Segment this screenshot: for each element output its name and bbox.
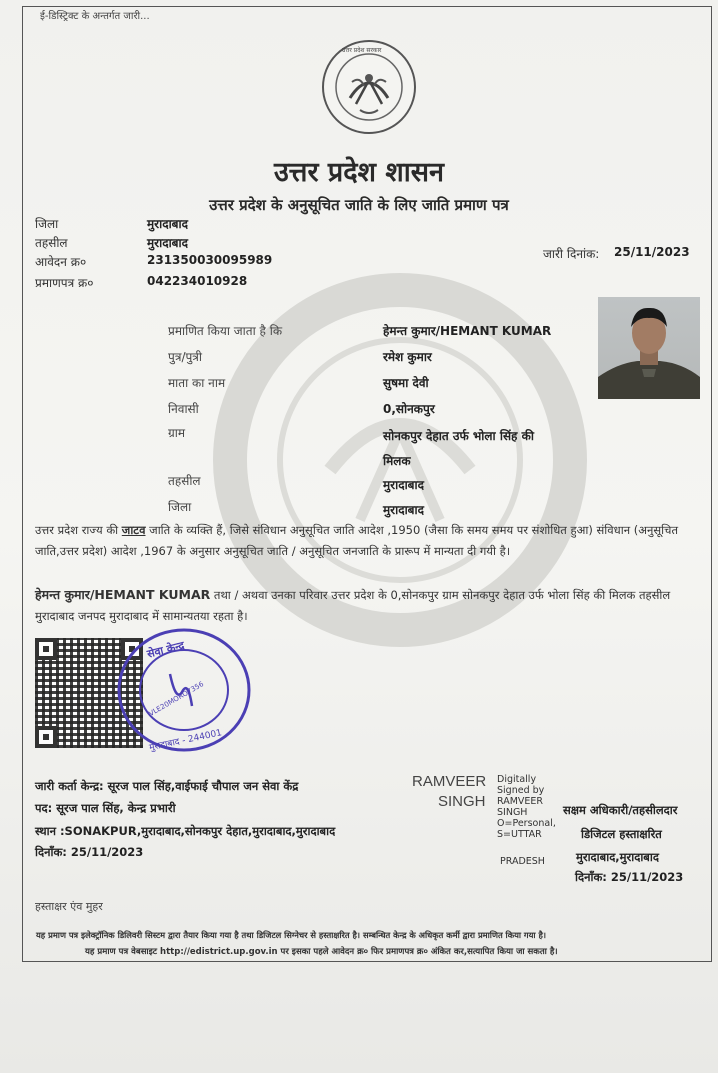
certificate-number-value: 042234010928: [147, 274, 248, 288]
stamp-bottom-text: मुरादाबाद - 244001: [148, 728, 223, 754]
field-value-father: रमेश कुमार: [383, 350, 432, 364]
authority-signed: डिजिटल हस्ताक्षरित: [581, 827, 662, 841]
header-note: ई-डिस्ट्रिक्ट के अन्तर्गत जारी...: [40, 11, 150, 22]
stamp-top-text: सेवा केन्द्र: [145, 638, 186, 661]
certificate-subtitle: उत्तर प्रदेश के अनुसूचित जाति के लिए जाति प्रमाण पत्र: [209, 196, 509, 214]
certificate-border: [22, 6, 712, 962]
seva-kendra-stamp-icon: [112, 622, 257, 757]
residence-rest: तथा / अथवा उनका परिवार उत्तर प्रदेश के 0,सोनकपुर ग्राम सोनकपुर देहात उर्फ भोला सिंह की मिलक तहसील मुरादाबाद जनपद मुरादाबाद में सामान्यतया रहता है।: [35, 588, 671, 623]
field-value-village: सोनकपुर देहात उर्फ भोला सिंह की: [383, 429, 534, 443]
field-value-resident: 0,सोनकपुर: [383, 402, 435, 416]
authority-title: सक्षम अधिकारी/तहसीलदार: [563, 803, 678, 817]
caste-statement-rest: जाति के व्यक्ति हैं, जिसे संविधान अनुसूचित जाति आदेश ,1950 (जैसा कि समय समय पर संशोधित हुआ) संविधान (अनुसूचित जाति,उत्तर प्रदेश) आदेश ,1967 के अनुसार अनुसूचित जाति / अनुसूचित जनजाति के प्रारूप में मान्यता दी गयी है।: [35, 523, 679, 558]
sig-detail-state: PRADESH: [500, 856, 545, 867]
sig-detail-line: SINGH: [497, 807, 528, 818]
caste-statement-start: उत्तर प्रदेश राज्य की: [35, 523, 122, 537]
field-label-district: जिला: [168, 500, 192, 514]
field-value-name: हेमन्त कुमार/HEMANT KUMAR: [383, 324, 552, 338]
field-label-certified: प्रमाणित किया जाता है कि: [168, 324, 283, 338]
qr-finder-icon: [35, 726, 57, 748]
field-label-village: ग्राम: [168, 426, 186, 440]
digital-signature-details: [497, 774, 556, 840]
issuer-date: दिनाँक: 25/11/2023: [35, 845, 144, 859]
authority-date: दिनाँक: 25/11/2023: [575, 870, 684, 884]
field-value-mother: सुषमा देवी: [383, 376, 429, 390]
tehsil-value: मुरादाबाद: [147, 236, 189, 250]
sig-detail-line: RAMVEER: [497, 796, 544, 807]
person-photo-icon: [598, 297, 700, 399]
application-value: 231350030095989: [147, 253, 273, 267]
caste-statement: [35, 520, 705, 562]
footer-note-1: यह प्रमाण पत्र इलेक्ट्रॉनिक डिलिवरी सिस्टम द्वारा तैयार किया गया है तथा डिजिटल सिग्नेचर से हस्ताक्षरित है। सम्बन्धित केन्द्र के अधिकृत कर्मी द्वारा प्रमाणित किया गया है।: [36, 930, 547, 940]
sig-detail-line: Signed by: [497, 785, 545, 796]
signer-name-last: SINGH: [438, 793, 486, 810]
tehsil-label: तहसील: [35, 236, 68, 250]
stamp-middle-text: VLE20MORO7356: [147, 680, 206, 718]
field-label-tehsil: तहसील: [168, 474, 201, 488]
district-label: जिला: [35, 217, 59, 231]
application-label: आवेदन क्र०: [35, 255, 87, 269]
residence-name: हेमन्त कुमार/HEMANT KUMAR: [35, 587, 211, 602]
sign-seal-label: हस्ताक्षर एंव मुहर: [35, 900, 103, 913]
issuer-center: जारी कर्ता केन्द्र: सूरज पाल सिंह,वाईफाई चौपाल जन सेवा केंद्र: [35, 779, 299, 793]
caste-name: जाटव: [121, 523, 146, 537]
applicant-photo: [598, 297, 700, 399]
authority-location: मुरादाबाद,मुरादाबाद: [576, 850, 659, 864]
field-value-village-cont: मिलक: [383, 454, 411, 468]
sig-detail-line: Digitally: [497, 774, 537, 785]
certificate-number-label: प्रमाणपत्र क्र०: [35, 276, 94, 290]
sig-detail-line: S=UTTAR: [497, 829, 542, 840]
field-label-child-of: पुत्र/पुत्री: [168, 350, 203, 364]
issuer-place: स्थान :SONAKPUR,मुरादाबाद,सोनकपुर देहात,मुरादाबाद,मुरादाबाद: [35, 824, 336, 838]
issue-date-label: जारी दिनांक:: [543, 247, 600, 261]
field-label-resident: निवासी: [168, 402, 199, 416]
signer-name-first: RAMVEER: [412, 773, 487, 790]
issuer-post: पद: सूरज पाल सिंह, केन्द्र प्रभारी: [35, 801, 176, 815]
page-title: उत्तर प्रदेश शासन: [274, 157, 444, 188]
residence-statement: [35, 584, 705, 627]
field-label-mother: माता का नाम: [168, 376, 226, 390]
district-value: मुरादाबाद: [147, 217, 189, 231]
issue-date-value: 25/11/2023: [614, 245, 690, 259]
sig-detail-line: O=Personal,: [497, 818, 556, 829]
qr-finder-icon: [35, 638, 57, 660]
emblem-text: उत्तर प्रदेश सरकार: [342, 47, 382, 54]
field-value-district: मुरादाबाद: [383, 503, 425, 517]
field-value-tehsil: मुरादाबाद: [383, 478, 425, 492]
footer-note-2: यह प्रमाण पत्र वेबसाइट http://edistrict.up.gov.in पर इसका पहले आवेदन क्र० फिर प्रमाणपत्र क्र० अंकित कर,सत्यापित किया जा सकता है।: [85, 947, 558, 957]
